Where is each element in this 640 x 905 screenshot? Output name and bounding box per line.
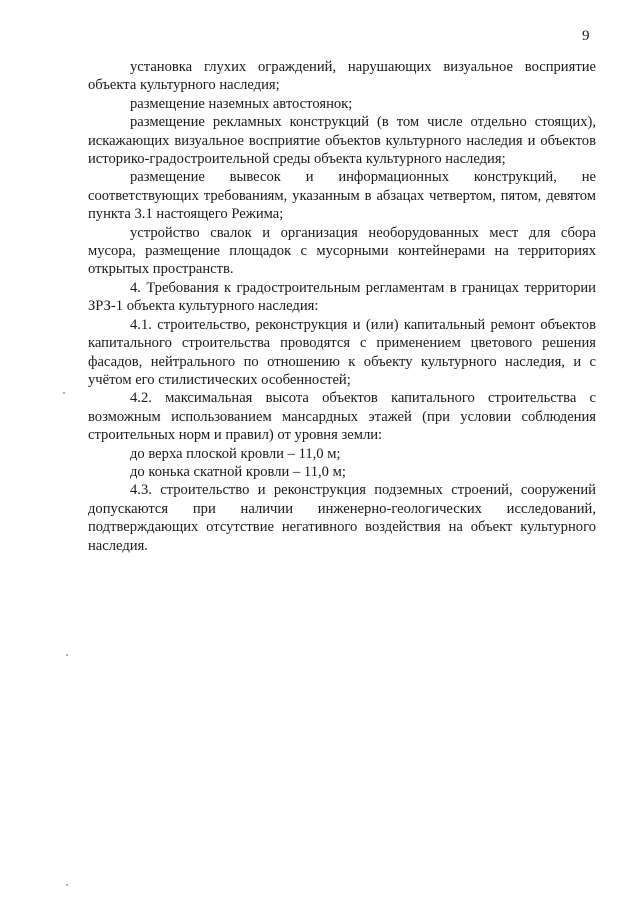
paragraph-waste: устройство свалок и организация необорудованных мест для сбора мусора, размещение площадок с мусорными контейнерами на территориях открытых пространств. [88, 224, 596, 278]
paragraph-section-4: 4. Требования к градостроительным регламентам в границах территории ЗРЗ-1 объекта культурного наследия: [88, 279, 596, 315]
page-number: 9 [582, 28, 590, 44]
paragraph-4-1: 4.1. строительство, реконструкция и (или) капитальный ремонт объектов капитального строительства проводятся с применением цветового решения фасадов, нейтрального по отношению к объекту культурного наследия, и с учётом его стилистических особенностей; [88, 316, 596, 388]
paragraph-pitched-roof: до конька скатной кровли – 11,0 м; [130, 463, 346, 480]
paragraph-flat-roof: до верха плоской кровли – 11,0 м; [130, 445, 341, 462]
scan-speck [66, 654, 68, 656]
paragraph-fences: установка глухих ограждений, нарушающих визуальное восприятие объекта культурного наследия; [88, 59, 596, 94]
document-body [88, 58, 596, 555]
scan-speck [63, 392, 65, 394]
paragraph-parking: размещение наземных автостоянок; [130, 95, 353, 112]
paragraph-signage: размещение вывесок и информационных конструкций, не соответствующих требованиям, указанным в абзацах четвертом, пятом, девятом пункта 3.1 настоящего Режима; [88, 169, 596, 223]
paragraph-4-2: 4.2. максимальная высота объектов капитального строительства с возможным использованием мансардных этажей (при условии соблюдения строительных норм и правил) от уровня земли: [88, 390, 596, 444]
scan-speck [66, 884, 68, 886]
paragraph-4-3: 4.3. строительство и реконструкция подземных строений, сооружений допускаются при наличии инженерно-геологических исследований, подтверждающих отсутствие негативного воздействия на объект культурного наследия. [88, 482, 596, 554]
paragraph-advertising: размещение рекламных конструкций (в том числе отдельно стоящих), искажающих визуальное восприятие объектов культурного наследия и объектов историко-градостроительной среды объекта культурного наследия; [88, 114, 596, 168]
